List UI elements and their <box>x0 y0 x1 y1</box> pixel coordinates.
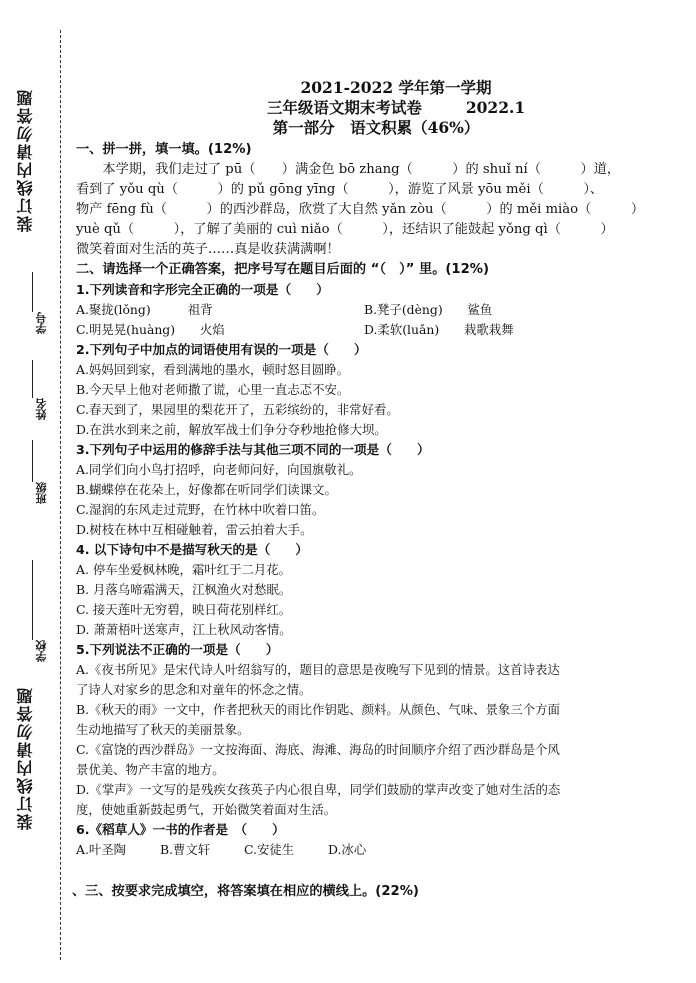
label-school: 学校 <box>35 640 48 662</box>
q2-stem: 2.下列句子中加点的词语使用有误的一项是（ ） <box>76 342 367 357</box>
q5-option-a-line-1: A.《夜书所见》是宋代诗人叶绍翁写的，题目的意思是夜晚写下见到的情景。这首诗表达 <box>76 662 560 677</box>
q5-option-a-line-2: 了诗人对家乡的思念和对童年的怀念之情。 <box>76 682 312 697</box>
class-line <box>32 440 33 482</box>
binding-line <box>60 30 61 960</box>
section-two-title: 二、请选择一个正确答案，把序号写在题目后面的 “（ ）” 里。(12%) <box>76 262 489 277</box>
part-one-title: 第一部分 语文积累（46%） <box>272 118 480 137</box>
name-line <box>32 360 33 398</box>
q6-option-c: C.安徒生 <box>244 842 295 857</box>
section-three-title: 、三、按要求完成填空，将答案填在相应的横线上。(22%) <box>72 884 419 899</box>
q4-option-c: C. 接天莲叶无穷碧，映日荷花别样红。 <box>76 602 292 617</box>
label-name: 姓名 <box>35 398 48 420</box>
exam-date: 2022.1 <box>465 98 526 117</box>
q2-option-c: C.春天到了，果园里的梨花开了，五彩缤纷的，非常好看。 <box>76 402 399 417</box>
student-number-line <box>32 272 33 312</box>
q1-option-b: B.凳子(dèng) 鲨鱼 <box>364 302 493 317</box>
q3-stem: 3.下列句子中运用的修辞手法与其他三项不同的一项是（ ） <box>76 442 430 457</box>
q5-option-b-line-2: 生动地描写了秋天的美丽景象。 <box>76 722 250 737</box>
section-one-title: 一、拼一拼，填一填。(12%) <box>76 142 252 157</box>
q4-option-a: A. 停车坐爱枫林晚，霜叶红于二月花。 <box>76 562 292 577</box>
q5-option-b-line-1: B.《秋天的雨》一文中，作者把秋天的雨比作钥匙、颜料。从颜色、气味、景象三个方面 <box>76 702 560 717</box>
q6-option-b: B.曹文轩 <box>160 842 211 857</box>
exam-year-title: 2021-2022 学年第一学期 <box>300 78 492 97</box>
q1-options-row-2 <box>76 320 676 340</box>
q6-option-a: A.叶圣陶 <box>76 842 127 857</box>
q6-stem: 6.《稻草人》一书的作者是 （ ） <box>76 822 285 837</box>
label-class: 班级 <box>35 482 48 504</box>
q1-option-d: D.柔软(luǎn) 栽歌栽舞 <box>364 322 514 337</box>
q5-option-d-line-1: D.《掌声》一文写的是残疾女孩英子内心很自卑，同学们鼓励的掌声改变了她对生活的态 <box>76 782 561 797</box>
section-one-line-3: 物产 fēng fù（ ）的西沙群岛，欣赏了大自然 yǎn zòu（ ）的 měi miào（ ） <box>76 202 645 217</box>
q4-stem: 4. 以下诗句中不是描写秋天的是（ ） <box>76 542 309 557</box>
q5-option-c-line-1: C.《富饶的西沙群岛》一文按海面、海底、海滩、海岛的时间顺序介绍了西沙群岛是个风 <box>76 742 560 757</box>
label-student-number: 学号 <box>35 312 48 334</box>
q5-option-c-line-2: 景优美、物产丰富的地方。 <box>76 762 225 777</box>
section-one-line-2: 看到了 yǒu qù（ ）的 pǔ gōng yīng（ ），游览了风景 yōu měi（ ）、 <box>76 182 604 197</box>
q1-stem: 1.下列读音和字形完全正确的一项是（ ） <box>76 282 329 297</box>
section-one-line-1: 本学期，我们走过了 pū（ ）满金色 bō zhang（ ）的 shuǐ ní（ ）道， <box>102 162 621 177</box>
binding-notice-bottom: 装订线内请勿答题 <box>16 686 35 830</box>
q5-option-d-line-2: 度，使她重新鼓起勇气，开始微笑着面对生活。 <box>76 802 337 817</box>
q2-option-b: B.今天早上他对老师撒了谎，心里一直忐忑不安。 <box>76 382 350 397</box>
exam-title: 三年级语文期末考试卷 <box>266 98 422 117</box>
q5-stem: 5.下列说法不正确的一项是（ ） <box>76 642 279 657</box>
q4-option-b: B. 月落乌啼霜满天，江枫渔火对愁眠。 <box>76 582 292 597</box>
exam-content <box>72 78 676 902</box>
q2-option-d: D.在洪水到来之前，解放军战士们争分夺秒地抢修大坝。 <box>76 422 387 437</box>
school-line <box>32 560 33 640</box>
q3-option-b: B.蝴蝶停在花朵上，好像都在听同学们读课文。 <box>76 482 337 497</box>
q3-option-d: D.树枝在林中互相碰触着，雷云拍着大手。 <box>76 522 313 537</box>
q6-options-row <box>76 840 676 860</box>
q3-option-a: A.同学们向小鸟打招呼，向老师问好，向国旗敬礼。 <box>76 462 362 477</box>
q4-option-d: D. 萧萧梧叶送寒声，江上秋风动客情。 <box>76 622 292 637</box>
section-one-line-5: 微笑着面对生活的英子……真是收获满满啊！ <box>76 242 340 257</box>
q3-option-c: C.湿润的东风走过荒野，在竹林中吹着口笛。 <box>76 502 325 517</box>
q2-option-a: A.妈妈回到家，看到满地的墨水，顿时怒目圆睁。 <box>76 362 350 377</box>
q1-option-a: A.聚拢(lǒng) 祖背 <box>76 302 213 317</box>
q1-option-c: C.明晃晃(huàng) 火焰 <box>76 322 225 337</box>
q1-options-row-1 <box>76 300 676 320</box>
binding-notice-top: 装订线内请勿答题 <box>16 88 35 232</box>
exam-title-line <box>76 98 676 118</box>
section-one-line-4: yuè qǔ（ ），了解了美丽的 cuì niǎo（ ），还结识了能鼓起 yǒng qì（ ） <box>76 222 614 237</box>
q6-option-d: D.冰心 <box>328 842 367 857</box>
